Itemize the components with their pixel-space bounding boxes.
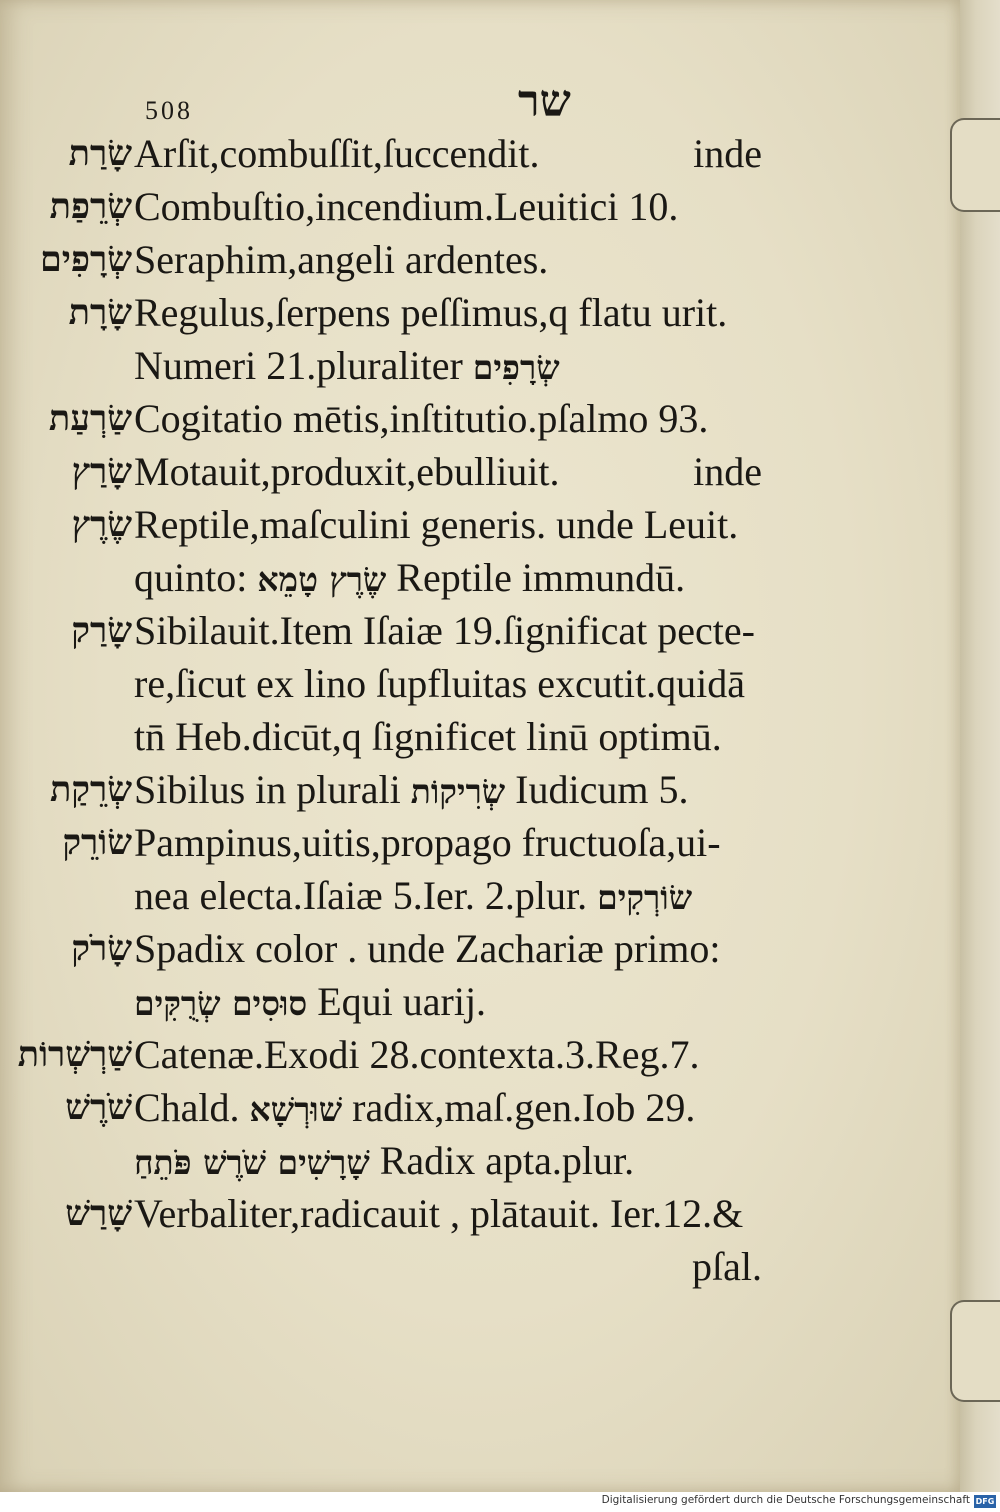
inline-hebrew: סוּסִים שְׂרֻקִּים [134, 984, 308, 1023]
headword-hebrew: שֶׂרֶץ [71, 504, 132, 545]
entry-line [0, 710, 960, 763]
entry-text [134, 975, 486, 1030]
latin-gloss-continued: Reptile immundū. [396, 555, 686, 600]
entry-line [0, 286, 960, 339]
latin-gloss: Numeri 21.pluraliter [134, 343, 463, 388]
funding-credit: Digitalisierung gefördert durch die Deutsche Forschungsgemeinschaft [601, 1494, 970, 1506]
inline-hebrew: שׁוּרְשָׁא [249, 1090, 343, 1129]
inline-hebrew: שֶׂרֶץ טָמֵא [257, 560, 387, 599]
entry-line [0, 233, 960, 286]
entry-line [0, 975, 960, 1028]
clasp-bottom [950, 1300, 1000, 1402]
entry-text [134, 233, 548, 286]
entry-text [134, 1187, 743, 1240]
page-edge [960, 0, 1000, 1492]
headword-hebrew: שַׁרְשְׁרוֹת [17, 1034, 132, 1075]
headword-hebrew: שָׂרֹק [71, 928, 132, 969]
headword-hebrew: שָׁרַשׁ [65, 1193, 132, 1234]
latin-gloss: Catenæ.Exodi 28.contexta.3.Reg.7. [134, 1032, 700, 1077]
entry-text [134, 869, 692, 924]
entry-text [134, 922, 721, 975]
inline-hebrew: שׂוֹרְקִים [597, 878, 693, 917]
right-aligned-word: inde [693, 449, 762, 494]
headword-hebrew: שָׂרַת [68, 133, 132, 174]
entry-text [134, 1134, 634, 1189]
entry-line [0, 604, 960, 657]
page-number: 508 [145, 96, 193, 125]
entry-text [134, 551, 685, 606]
entry-text [134, 127, 539, 180]
entry-text [134, 710, 722, 763]
headword-hebrew: שָׂרַץ [71, 451, 132, 492]
latin-gloss: Cogitatio mētis,inſtitutio.pſalmo 93. [134, 396, 709, 441]
entry-text [134, 392, 708, 445]
entry-text [134, 604, 755, 657]
headword-hebrew: שְׂרֵפַת [49, 186, 132, 227]
latin-gloss: quinto: [134, 555, 248, 600]
entry-text [134, 339, 560, 394]
entry-line [0, 922, 960, 975]
inline-hebrew: שְׂרָפִים [472, 348, 560, 387]
entry-line [0, 657, 960, 710]
latin-gloss: Seraphim,angeli ardentes. [134, 237, 549, 282]
headword-hebrew: שָׂרָת [68, 292, 132, 333]
entry-line [0, 498, 960, 551]
latin-gloss-continued: Equi uarij. [317, 979, 487, 1024]
headword-hebrew: שׂוֹרֵק [62, 822, 132, 863]
entry-line [0, 392, 960, 445]
entry-line [0, 180, 960, 233]
entry-line [0, 763, 960, 816]
entry-text [134, 657, 745, 710]
entry-line [0, 339, 960, 392]
latin-gloss: Verbaliter,radicauit , plātauit. Ier.12.& [134, 1191, 744, 1236]
latin-gloss: Regulus,ſerpens peſſimus,q flatu urit. [134, 290, 728, 335]
entry-text [134, 286, 727, 339]
latin-gloss: tn̄ Heb.dicūt,q ſignificet linū optimū. [134, 714, 722, 759]
entry-line [0, 869, 960, 922]
dfg-logo: DFG [975, 1497, 995, 1506]
entry-text [134, 816, 721, 869]
entry-text [134, 180, 678, 233]
running-head-hebrew: שר [518, 76, 571, 127]
entry-text [134, 445, 560, 498]
latin-gloss-continued: Radix apta.plur. [379, 1138, 635, 1183]
entry-line [0, 445, 960, 498]
entry-text [134, 498, 738, 551]
entry-line [0, 1081, 960, 1134]
latin-gloss: Arſit,combuſſit,ſuccendit. [134, 131, 540, 176]
entry-line [0, 551, 960, 604]
clasp-top [950, 118, 1000, 212]
entry-line [0, 127, 960, 180]
headword-hebrew: שְׂרֵקַת [49, 769, 132, 810]
footer [0, 1492, 1000, 1512]
entry-line [0, 1240, 960, 1293]
latin-gloss: Reptile,maſculini generis. unde Leuit. [134, 502, 739, 547]
inline-hebrew: שָׁרָשִׁים שֹׁרֶשׁ פֹּתֵחַ [134, 1143, 370, 1182]
running-head [0, 74, 960, 127]
entry-text [134, 1081, 695, 1136]
headword-hebrew: שָׂרַק [71, 610, 132, 651]
entry-text [134, 1028, 699, 1081]
headword-hebrew: שַׂרְעַת [48, 398, 132, 439]
headword-hebrew: שֹׁרֶשׁ [65, 1087, 132, 1128]
dictionary-entries [0, 127, 960, 1293]
latin-gloss: Motauit,produxit,ebulliuit. [134, 449, 560, 494]
latin-gloss: Spadix color . unde Zachariæ primo: [134, 926, 721, 971]
latin-gloss: Chald. [134, 1085, 240, 1130]
right-aligned-word: inde [693, 131, 762, 176]
latin-gloss: Combuſtio,incendium.Leuitici 10. [134, 184, 679, 229]
inline-hebrew: שְׂרִיקוֹת [410, 772, 506, 811]
entry-line [0, 1134, 960, 1187]
right-aligned-word: pſal. [692, 1244, 762, 1289]
entry-text [134, 763, 688, 818]
latin-gloss: re,ſicut ex lino ſupfluitas excutit.quidā [134, 661, 745, 706]
entry-line [0, 1187, 960, 1240]
latin-gloss-continued: Iudicum 5. [515, 767, 689, 812]
entry-line [0, 1028, 960, 1081]
headword-hebrew: שְׂרָפִים [39, 239, 132, 280]
latin-gloss: nea electa.Iſaiæ 5.Ier. 2.plur. [134, 873, 588, 918]
latin-gloss: Sibilauit.Item Iſaiæ 19.ſignificat pecte- [134, 608, 755, 653]
latin-gloss: Pampinus,uitis,propago fructuoſa,ui- [134, 820, 721, 865]
entry-line [0, 816, 960, 869]
latin-gloss: Sibilus in plurali [134, 767, 401, 812]
latin-gloss-continued: radix,maſ.gen.Iob 29. [352, 1085, 696, 1130]
